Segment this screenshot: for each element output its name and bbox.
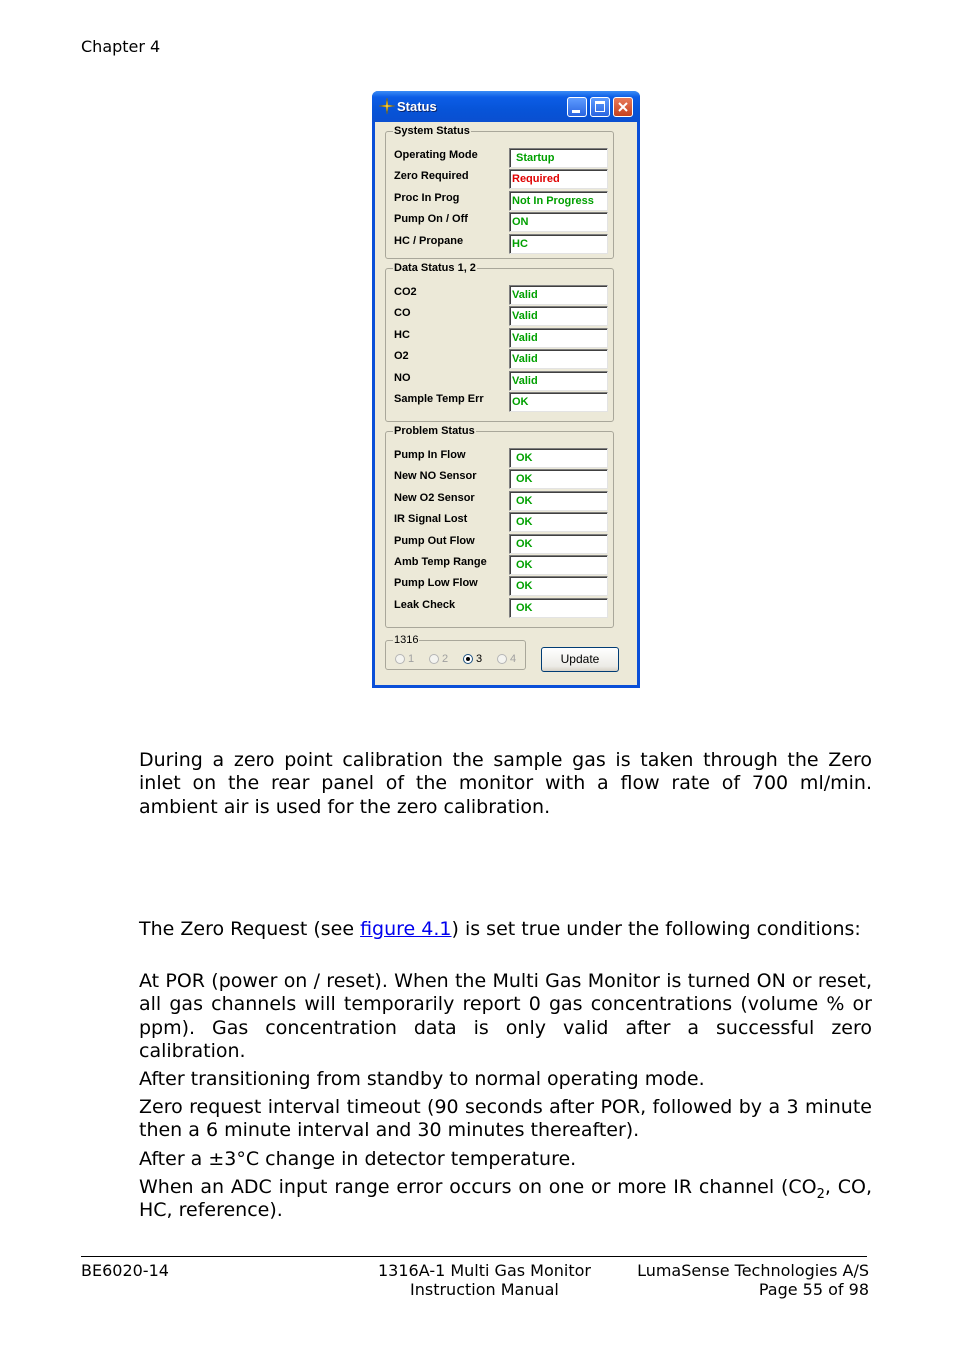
status-row-label: NO <box>394 371 411 384</box>
status-row-label: CO2 <box>394 286 417 298</box>
problem-status-label: Problem Status <box>394 425 475 437</box>
crosshair-app-icon <box>378 97 396 115</box>
status-value-field: Valid <box>509 328 608 348</box>
footer-page: Page 55 of 98 <box>758 1280 869 1299</box>
status-value-field: Not In Progress <box>509 191 608 211</box>
close-icon <box>614 98 632 116</box>
status-value-field: OK <box>509 448 608 468</box>
status-row-label: HC <box>394 328 410 341</box>
status-value-field: OK <box>509 469 608 489</box>
paragraph-temperature: After a ±3°C change in detector temperature. <box>139 1148 577 1170</box>
status-value-field: Valid <box>509 306 608 326</box>
status-value-field: ON <box>509 212 608 232</box>
status-value-field: HC <box>509 234 608 254</box>
paragraph-standby: After transitioning from standby to normal operating mode. <box>139 1068 705 1090</box>
paragraph-text: ) is set true under the following conditions: <box>451 918 861 940</box>
status-row-label: Pump On / Off <box>394 213 468 226</box>
window-titlebar[interactable] <box>372 91 640 122</box>
status-value-field: Required <box>509 169 608 189</box>
status-value-field: OK <box>509 534 608 554</box>
radio-label: 1 <box>408 653 415 665</box>
status-row-label: Proc In Prog <box>394 191 460 204</box>
status-value-field: Valid <box>509 349 608 369</box>
radio-circle-icon <box>395 654 405 664</box>
subscript: 2 <box>816 1186 825 1202</box>
status-row-label: Leak Check <box>394 598 456 611</box>
status-row-label: Pump Out Flow <box>394 534 475 547</box>
footer-doc-id: BE6020-14 <box>81 1261 169 1280</box>
status-value-field: OK <box>509 491 608 511</box>
minimize-button[interactable] <box>567 97 587 117</box>
status-value-field: Valid <box>509 285 608 305</box>
status-row-label: CO <box>394 307 411 320</box>
status-value-field: OK <box>509 576 608 596</box>
paragraph-zero-request <box>139 918 872 941</box>
paragraph-zero-calibration: During a zero point calibration the sample gas is taken through the Zero inlet on the rear panel of the monitor with a flow rate of 700 ml/min. ambient air is used for the zero calibration. <box>139 749 872 818</box>
paragraph-text: When an ADC input range error occurs on one or more IR channel (CO <box>139 1176 817 1198</box>
status-window <box>372 91 640 688</box>
update-button[interactable]: Update <box>541 647 619 672</box>
radio-circle-icon <box>463 654 473 664</box>
device-radio-2[interactable] <box>429 653 463 665</box>
status-value-field: Startup <box>509 148 608 168</box>
paragraph-adc <box>139 1176 872 1223</box>
device-radio-1[interactable] <box>395 653 429 665</box>
radio-label: 2 <box>442 653 449 665</box>
footer-company: LumaSense Technologies A/S <box>637 1261 869 1280</box>
figure-link[interactable]: figure 4.1 <box>360 918 452 940</box>
close-button[interactable] <box>613 97 633 117</box>
status-row-label: Amb Temp Range <box>394 556 487 568</box>
radio-circle-icon <box>497 654 507 664</box>
footer-rule <box>81 1256 867 1257</box>
status-row-label: Operating Mode <box>394 149 478 161</box>
status-row-label: IR Signal Lost <box>394 513 468 526</box>
status-row-label: O2 <box>394 350 409 363</box>
footer-manual: Instruction Manual <box>410 1280 559 1299</box>
status-row-label: Pump Low Flow <box>394 577 478 590</box>
status-value-field: OK <box>509 392 608 412</box>
window-title: Status <box>397 99 437 114</box>
status-value-field: OK <box>509 512 608 532</box>
status-row-label: Zero Required <box>394 170 469 183</box>
device-radio-4[interactable] <box>497 653 531 665</box>
data-status-label: Data Status 1, 2 <box>394 262 476 274</box>
maximize-icon <box>595 101 605 112</box>
paragraph-interval: Zero request interval timeout (90 seconds after POR, followed by a 3 minute then a 6 minute interval and 30 minutes thereafter). <box>139 1096 872 1142</box>
minimize-icon <box>572 110 580 113</box>
paragraph-por: At POR (power on / reset). When the Multi Gas Monitor is turned ON or reset, all gas channels will temporarily report 0 gas concentrations (volume % or ppm). Gas concentration data is only valid after a successful zero calibration. <box>139 970 872 1062</box>
status-row-label: New NO Sensor <box>394 470 477 483</box>
paragraph-text: The Zero Request (see <box>139 918 361 940</box>
system-status-label: System Status <box>394 125 470 137</box>
status-row-label: Pump In Flow <box>394 449 466 461</box>
device-select-group <box>385 634 526 670</box>
status-row-label: Sample Temp Err <box>394 393 484 405</box>
status-value-field: Valid <box>509 371 608 391</box>
radio-label: 4 <box>510 653 517 665</box>
status-value-field: OK <box>509 555 608 575</box>
status-row-label: New O2 Sensor <box>394 491 475 504</box>
device-group-label: 1316 <box>394 634 419 646</box>
paragraph-text: , CO, HC, reference). <box>139 1176 873 1222</box>
status-row-label: HC / Propane <box>394 234 464 247</box>
chapter-heading: Chapter 4 <box>81 37 161 56</box>
status-value-field: OK <box>509 598 608 618</box>
radio-circle-icon <box>429 654 439 664</box>
device-radio-3[interactable] <box>463 653 497 665</box>
footer-product: 1316A-1 Multi Gas Monitor <box>378 1261 591 1280</box>
maximize-button[interactable] <box>590 97 610 117</box>
radio-label: 3 <box>476 653 483 665</box>
